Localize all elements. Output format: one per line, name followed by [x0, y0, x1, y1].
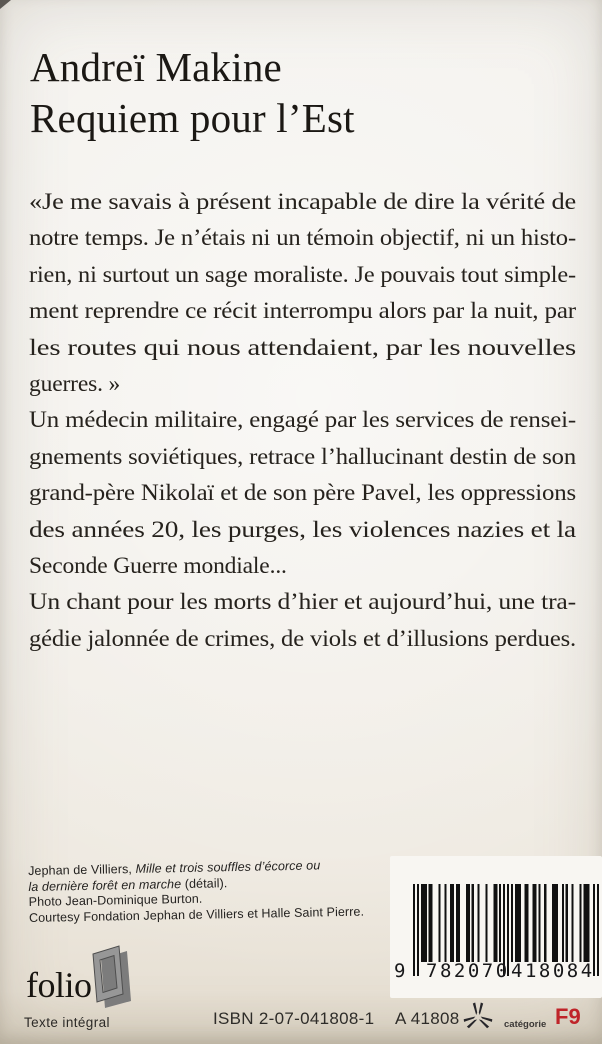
blurb-line: notre temps. Je n’étais ni un témoin objectif, ni un histo- [29, 225, 576, 252]
blurb-line: des années 20, les purges, les violences nazies et la [29, 516, 576, 543]
category-label: catégorie [504, 1019, 547, 1030]
category-value: F9 [555, 1004, 581, 1029]
credit-line: Courtesy Fondation Jephan de Villiers et Halle Saint Pierre. [28, 904, 365, 925]
artwork-credits [28, 857, 389, 926]
author-name: Andreï Makine [30, 44, 282, 90]
blurb-line: guerres. » [29, 370, 121, 397]
publisher-pinwheel-icon [460, 999, 496, 1035]
blurb-line: gédie jalonnée de crimes, de viols et d’illusions perdues. [29, 625, 576, 652]
blurb-line: les routes qui nous attendaient, par les nouvelles [29, 334, 576, 361]
credit-line: Jephan de Villiers, Mille et trois souffles d’écorce ou [28, 858, 321, 878]
blurb-line: grand-père Nikolaï et de son père Pavel, les oppressions [29, 480, 576, 507]
blurb-line: ment reprendre ce récit interrompu alors par la nuit, par [29, 298, 576, 325]
barcode-right-group: 418084 [511, 960, 595, 982]
credit-line: la dernière forêt en marche (détail). [28, 875, 228, 894]
barcode-lead-digit: 9 [394, 960, 406, 982]
isbn-text: ISBN 2-07-041808-1 [213, 1009, 375, 1028]
edition-note: Texte intégral [24, 1015, 110, 1030]
folio-logo-icon [89, 944, 135, 1008]
blurb-line: rien, ni surtout un sage moraliste. Je pouvais tout simple- [29, 261, 576, 288]
credit-line: Photo Jean-Dominique Burton. [28, 891, 203, 909]
blurb-line: «Je me savais à présent incapable de dire la vérité de [29, 189, 576, 215]
blurb-line: Un chant pour les morts d’hier et aujourd’hui, une tra- [29, 589, 576, 616]
back-cover-blurb [29, 184, 576, 657]
blurb-line: Un médecin militaire, engagé par les services de rensei- [29, 407, 576, 434]
barcode-left-group: 782070 [426, 960, 510, 982]
scan-corner-mark [0, 0, 11, 9]
blurb-line: gnements soviétiques, retrace l’hallucinant destin de son [29, 443, 576, 470]
barcode-panel [390, 856, 602, 998]
book-title: Requiem pour l’Est [30, 95, 355, 141]
blurb-line: Seconde Guerre mondiale... [29, 552, 287, 579]
folio-logo-text: folio [26, 965, 92, 1005]
barcode-number [390, 960, 602, 986]
product-code: A 41808 [395, 1009, 460, 1028]
